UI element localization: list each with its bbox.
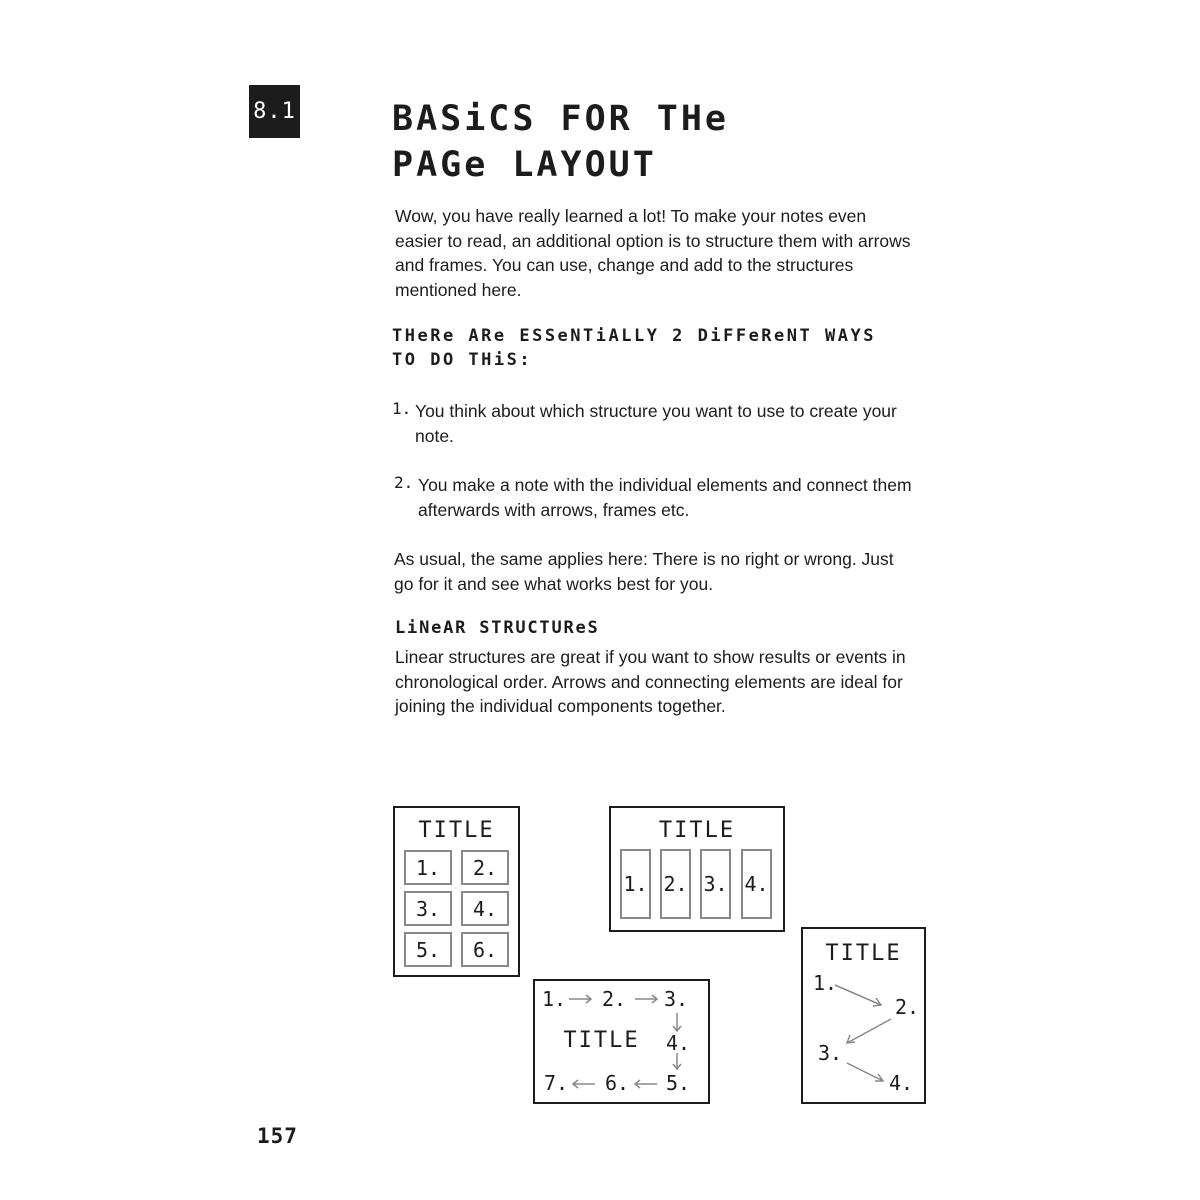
loop-step-1: 1.: [542, 987, 567, 1011]
loop-step-4: 4.: [666, 1031, 691, 1055]
way-number-1: 1.: [392, 399, 412, 418]
column-cell-4: 4.: [741, 849, 772, 919]
column-cell-3: 3.: [700, 849, 731, 919]
way-item-1: [392, 399, 922, 448]
grid-cell-3: 3.: [404, 891, 452, 926]
loop-step-7: 7.: [544, 1071, 569, 1095]
zigzag-diagram-title: TITLE: [825, 941, 902, 966]
zigzag-step-3: 3.: [818, 1041, 843, 1065]
column-cell-2: 2.: [660, 849, 691, 919]
grid-diagram-title: TITLE: [418, 818, 495, 843]
zigzag-step-2: 2.: [895, 995, 920, 1019]
grid-layout-diagram: [393, 806, 520, 977]
ways-heading-line-2: TO DO THiS:: [392, 350, 533, 370]
columns-layout-diagram: [609, 806, 785, 932]
column-cell-1: 1.: [620, 849, 651, 919]
ways-heading-line-1: THeRe ARe ESSeNTiALLY 2 DiFFeReNT WAYS: [392, 326, 876, 346]
ways-heading: [392, 324, 952, 372]
columns-diagram-title: TITLE: [658, 818, 736, 843]
page-title-line-1: BASiCS FOR THe: [392, 99, 730, 139]
way-number-2: 2.: [394, 473, 414, 492]
linear-structures-heading: LiNeAR STRUCTUReS: [395, 618, 600, 638]
zigzag-layout-diagram: [801, 927, 926, 1104]
page-number: 157: [257, 1124, 298, 1148]
chapter-badge: 8.1: [249, 85, 300, 138]
loop-diagram-title: TITLE: [563, 1028, 640, 1053]
zigzag-step-4: 4.: [889, 1071, 914, 1095]
usual-paragraph: As usual, the same applies here: There is no right or wrong. Just go for it and see what works best for you.: [394, 549, 894, 594]
grid-cell-5: 5.: [404, 932, 452, 967]
grid-cell-1: 1.: [404, 850, 452, 885]
loop-step-3: 3.: [664, 987, 689, 1011]
grid-cell-6: 6.: [461, 932, 509, 967]
grid-cell-2: 2.: [461, 850, 509, 885]
page-title: [392, 96, 729, 188]
way-item-2: [392, 473, 922, 522]
loop-layout-diagram: [533, 979, 710, 1104]
way-text-1: You think about which structure you want to use to create your note.: [415, 401, 897, 446]
loop-step-6: 6.: [605, 1071, 630, 1095]
page-title-line-2: PAGe LAYOUT: [392, 145, 657, 185]
way-text-2: You make a note with the individual elements and connect them afterwards with arrows, frames etc.: [418, 475, 912, 520]
linear-structures-paragraph: Linear structures are great if you want to show results or events in chronological order. Arrows and connecting elements are ideal for joining the individual components together.: [395, 647, 906, 716]
loop-step-5: 5.: [666, 1071, 691, 1095]
intro-paragraph: Wow, you have really learned a lot! To make your notes even easier to read, an additional option is to structure them with arrows and frames. You can use, change and add to the structures mentioned here.: [395, 206, 911, 300]
zigzag-step-1: 1.: [813, 971, 838, 995]
loop-step-2: 2.: [602, 987, 627, 1011]
grid-cell-4: 4.: [461, 891, 509, 926]
